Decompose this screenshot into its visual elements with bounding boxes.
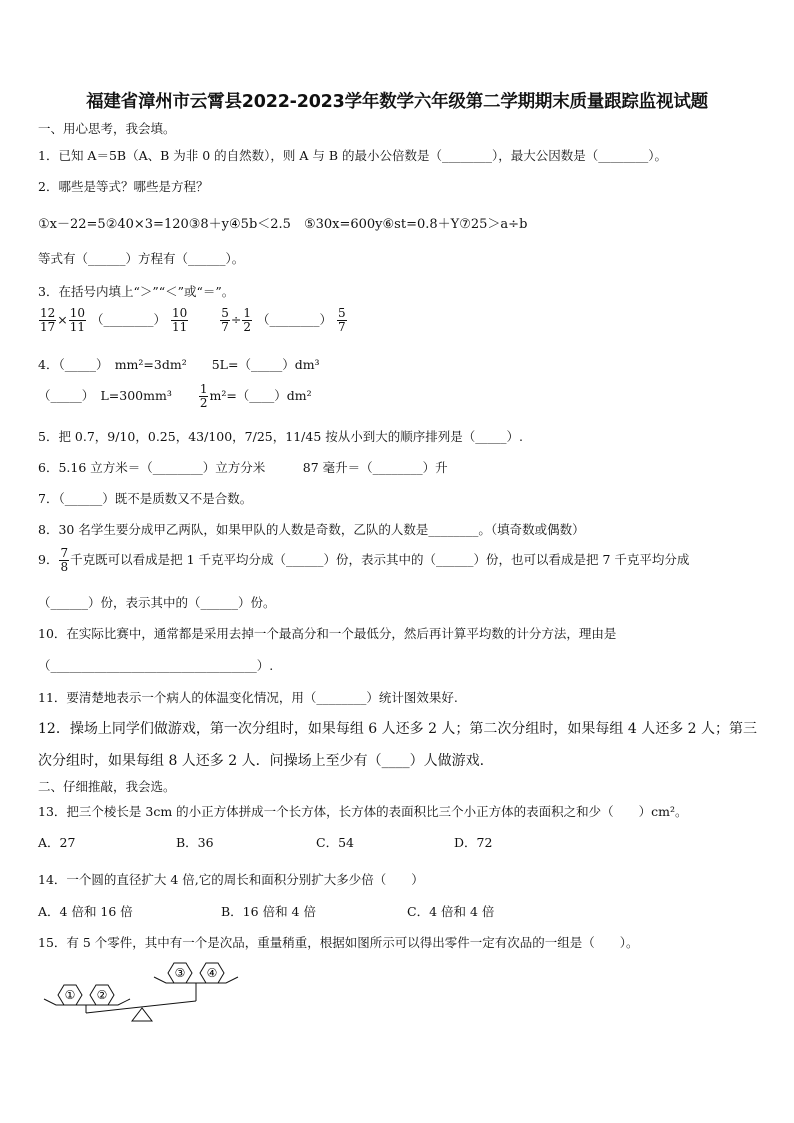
times-sign: × <box>57 312 68 327</box>
fraction-1-2: $\frac{1}{2}$ <box>243 306 252 334</box>
question-3: 3．在括号内填上“＞”“＜”或“＝”。 <box>38 284 235 299</box>
fraction-5-7-b: $\frac{5}{7}$ <box>338 306 346 334</box>
part-1-hexagon <box>58 985 82 1005</box>
question-14: 14．一个圆的直径扩大 4 倍,它的周长和面积分别扩大多少倍（ ） <box>38 872 424 887</box>
question-5: 5．把 0.7，9/10，0.25，43/100，7/25，11/45 按从小到大的顺序排列是（_____）. <box>38 429 523 444</box>
option-b[interactable]: B．16 倍和 4 倍 <box>221 904 316 919</box>
fraction-7-8: $\frac{7}{8}$ <box>60 546 69 574</box>
question-13-options <box>38 833 492 851</box>
question-12: 12．操场上同学们做游戏，第一次分组时，如果每组 6 人还多 2 人；第二次分组时，如果每组 4 人还多 2 人；第三次分组时，如果每组 8 人还多 2 人．问操场上至少有（____）人做游戏. <box>38 721 758 769</box>
part-1-label: ① <box>64 988 76 1002</box>
question-9-line-2: （______）份，表示其中的（______）份。 <box>38 595 276 610</box>
fraction-1-2-q4: $\frac{1}{2}$ <box>199 382 208 410</box>
option-a[interactable]: A．27 <box>38 835 76 850</box>
question-4-line-2 <box>38 383 312 410</box>
section-heading-1: 一、用心思考，我会填。 <box>38 121 176 136</box>
option-a[interactable]: A．4 倍和 16 倍 <box>38 904 133 919</box>
compare-blank-2[interactable]: （________） <box>257 312 333 327</box>
fraction-12-17: $\frac{12}{17}$ <box>40 306 56 334</box>
question-10-line-2: （_________________________________）. <box>38 658 274 673</box>
page-title: 福建省漳州市云霄县2022-2023学年数学六年级第二学期期末质量跟踪监视试题 <box>86 92 708 112</box>
part-3-label: ③ <box>174 966 186 980</box>
question-11: 11．要清楚地表示一个病人的体温变化情况，用（________）统计图效果好. <box>38 690 458 705</box>
part-2-label: ② <box>96 988 108 1002</box>
question-8: 8．30 名学生要分成甲乙两队，如果甲队的人数是奇数，乙队的人数是________。（填奇数或偶数） <box>38 522 585 537</box>
q9-number: 9． <box>38 552 59 567</box>
section-heading-2: 二、仔细推敲，我会选。 <box>38 779 176 794</box>
question-14-options <box>38 902 494 920</box>
question-13: 13．把三个棱长是 3cm 的小正方体拼成一个长方体，长方体的表面积比三个小正方体的表面积之和少（ ）cm²。 <box>38 804 688 819</box>
question-15: 15．有 5 个零件，其中有一个是次品，重量稍重，根据如图所示可以得出零件一定有次品的一组是（ ）。 <box>38 935 639 950</box>
q9-text: 千克既可以看成是把 1 千克平均分成（______）份，表示其中的（______）份，也可以看成是把 7 千克平均分成 <box>70 552 690 567</box>
part-4-label: ④ <box>206 966 218 980</box>
balance-scale-figure <box>36 955 246 1035</box>
q4-liters-blank: （_____） L=300mm³ <box>38 388 172 403</box>
question-9-line-1 <box>38 547 689 574</box>
option-d[interactable]: D．72 <box>454 835 493 850</box>
part-4-hexagon <box>200 963 224 983</box>
question-1: 1．已知 A＝5B（A、B 为非 0 的自然数），则 A 与 B 的最小公倍数是（________），最大公因数是（________）。 <box>38 148 668 163</box>
part-3-hexagon <box>168 963 192 983</box>
question-7: 7．（______）既不是质数又不是合数。 <box>38 491 253 506</box>
part-2-hexagon <box>90 985 114 1005</box>
question-2-answer: 等式有（______）方程有（______）。 <box>38 251 245 266</box>
question-2: 2．哪些是等式？哪些是方程？ <box>38 179 209 194</box>
question-10-line-1: 10．在实际比赛中，通常都是采用去掉一个最高分和一个最低分，然后再计算平均数的计分方法，理由是 <box>38 626 617 641</box>
question-3-items <box>38 307 348 334</box>
question-2-items: ①x－22=5②40×3=120③8＋y④5b＜2.5 ⑤30x=600y⑥st=0.8＋Y⑦25＞a÷b <box>38 217 528 232</box>
q4-area-blank: m²=（____）dm² <box>209 388 312 403</box>
option-c[interactable]: C．54 <box>316 835 354 850</box>
right-pan <box>154 977 238 983</box>
fraction-10-11: $\frac{10}{11}$ <box>69 306 86 334</box>
fraction-10-11-b: $\frac{10}{11}$ <box>172 306 188 334</box>
fulcrum <box>132 1008 152 1021</box>
option-b[interactable]: B．36 <box>176 835 214 850</box>
fraction-5-7: $\frac{5}{7}$ <box>221 306 229 334</box>
question-4-line-1: 4．（_____） mm²=3dm² 5L=（_____）dm³ <box>38 357 320 372</box>
divide-sign: ÷ <box>230 312 242 327</box>
left-pan <box>44 999 130 1005</box>
compare-blank-1[interactable]: （________） <box>91 312 167 327</box>
question-6: 6．5.16 立方米＝（________）立方分米 87 毫升＝（________）升 <box>38 460 448 475</box>
option-c[interactable]: C．4 倍和 4 倍 <box>407 904 495 919</box>
